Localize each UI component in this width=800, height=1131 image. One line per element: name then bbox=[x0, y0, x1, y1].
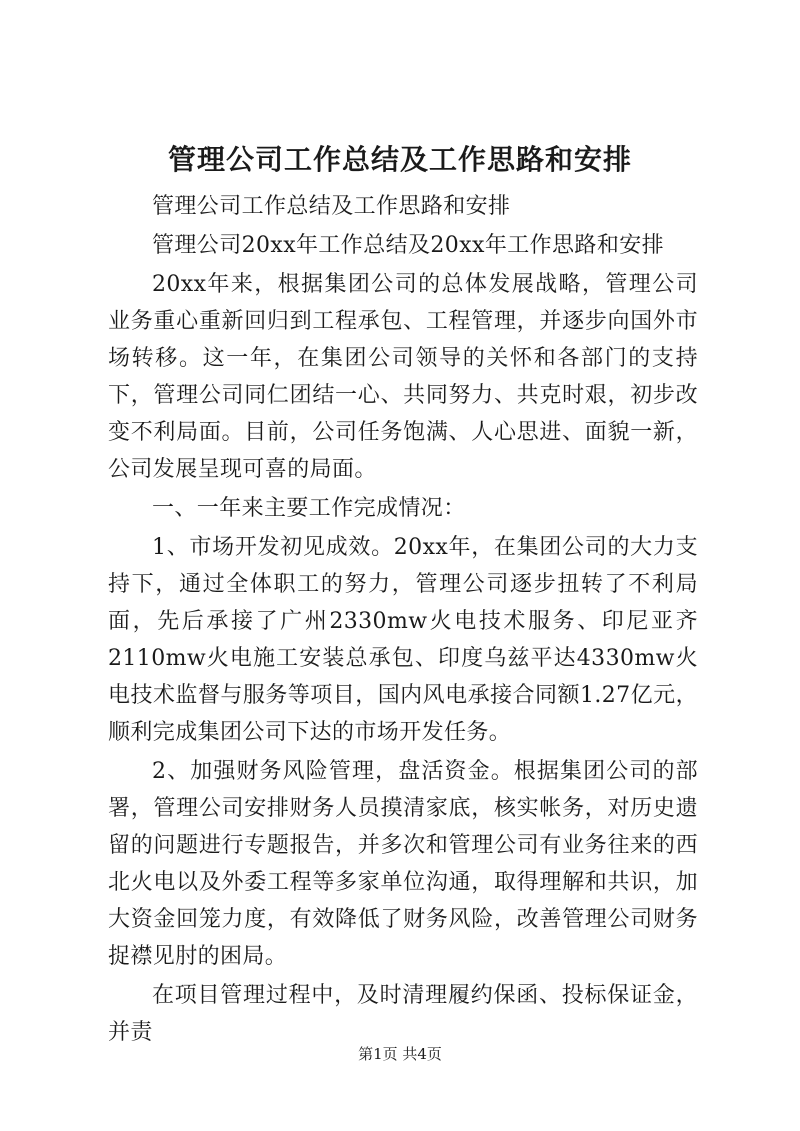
document-body bbox=[108, 188, 698, 1053]
page-number: 第1页 共4页 bbox=[358, 1045, 442, 1063]
paragraph-intro: 20xx年来，根据集团公司的总体发展战略，管理公司业务重心重新回归到工程承包、工程管理，并逐步向国外市场转移。这一年，在集团公司领导的关怀和各部门的支持下，管理公司同仁团结一心、共同努力、共克时艰，初步改变不利局面。目前，公司任务饱满、人心思进、面貌一新，公司发展呈现可喜的局面。 bbox=[108, 272, 698, 482]
paragraph-project: 在项目管理过程中，及时清理履约保函、投标保证金，并责 bbox=[108, 983, 698, 1045]
page-footer bbox=[0, 1044, 800, 1064]
paragraph-heading: 管理公司20xx年工作总结及20xx年工作思路和安排 bbox=[152, 233, 665, 258]
section-heading: 一、一年来主要工作完成情况： bbox=[152, 496, 466, 521]
paragraph-market: 1、市场开发初见成效。20xx年，在集团公司的大力支持下，通过全体职工的努力，管理公司逐步扭转了不利局面，先后承接了广州2330mw火电技术服务、印尼亚齐2110mw火电施工安装总承包、印度乌兹平达4330mw火电技术监督与服务等项目，国内风电承接合同额1.27亿元，顺利完成集团公司下达的市场开发任务。 bbox=[108, 535, 698, 745]
paragraph-subtitle: 管理公司工作总结及工作思路和安排 bbox=[152, 194, 511, 219]
paragraph-finance: 2、加强财务风险管理，盘活资金。根据集团公司的部署，管理公司安排财务人员摸清家底，核实帐务，对历史遗留的问题进行专题报告，并多次和管理公司有业务往来的西北火电以及外委工程等多家单位沟通，取得理解和共识，加大资金回笼力度，有效降低了财务风险，改善管理公司财务捉襟见肘的困局。 bbox=[108, 759, 698, 969]
document-title: 管理公司工作总结及工作思路和安排 bbox=[167, 143, 632, 176]
